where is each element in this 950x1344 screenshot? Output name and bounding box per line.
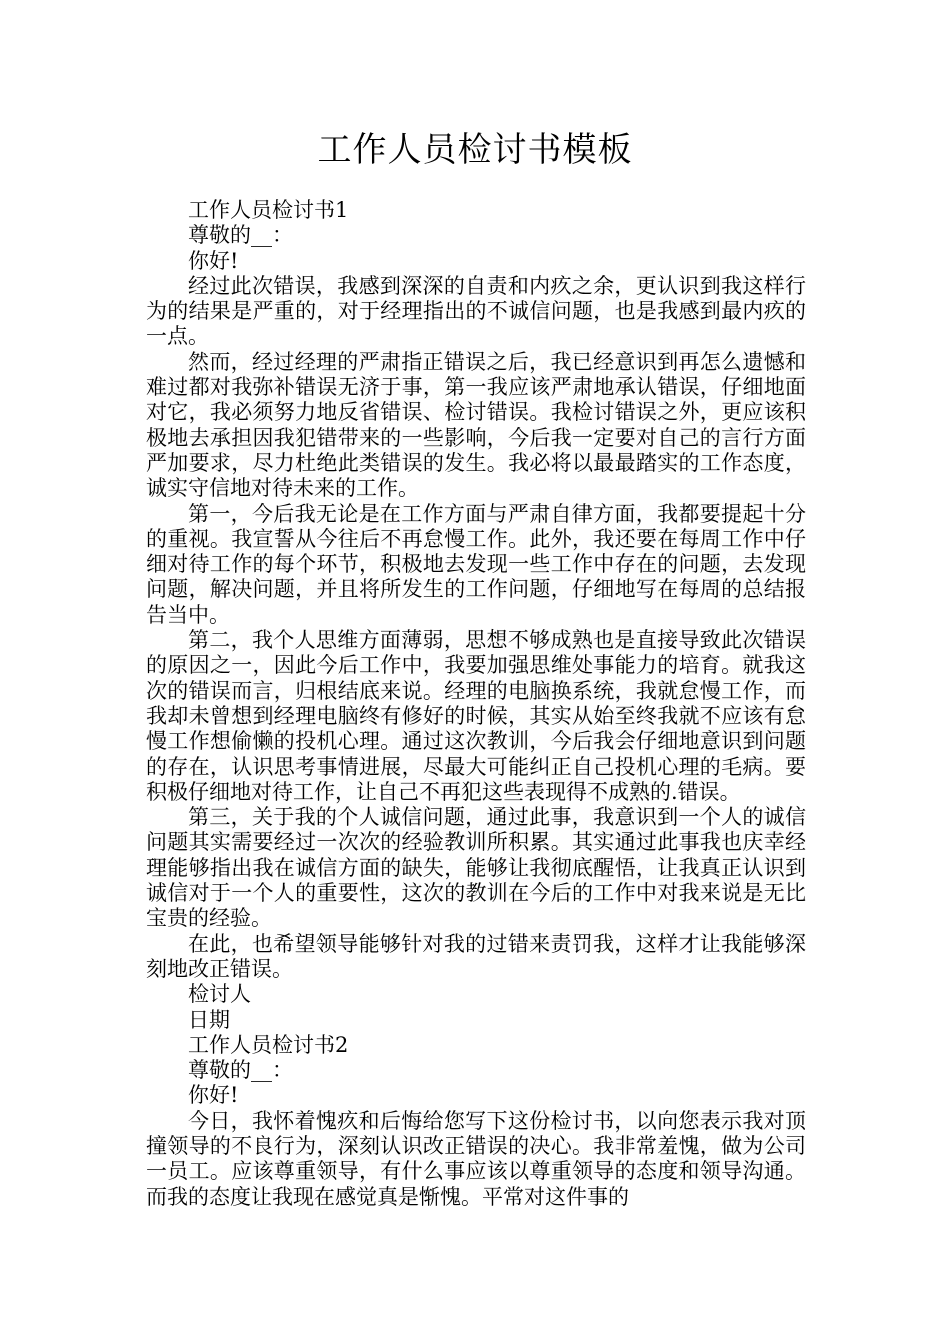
body-paragraph: 经过此次错误，我感到深深的自责和内疚之余，更认识到我这样行为的结果是严重的，对于经理指出的不诚信问题，也是我感到最内疚的一点。 xyxy=(146,273,806,349)
body-paragraph: 第三，关于我的个人诚信问题，通过此事，我意识到一个人的诚信问题其实需要经过一次次的经验教训所积累。其实通过此事我也庆幸经理能够指出我在诚信方面的缺失，能够让我彻底醒悟，让我真正认识到诚信对于一个人的重要性，这次的教训在今后的工作中对我来说是无比宝贵的经验。 xyxy=(146,805,806,931)
body-paragraph: 然而，经过经理的严肃指正错误之后，我已经意识到再怎么遗憾和难过都对我弥补错误无济于事，第一我应该严肃地承认错误，仔细地面对它，我必须努力地反省错误、检讨错误。我检讨错误之外，更应该积极地去承担因我犯错带来的一些影响，今后我一定要对自己的言行方面严加要求，尽力杜绝此类错误的发生。我必将以最最踏实的工作态度，诚实守信地对待未来的工作。 xyxy=(146,349,806,501)
greeting: 你好! xyxy=(188,1083,239,1108)
salutation: 尊敬的__： xyxy=(188,223,293,248)
body-paragraph: 第一，今后我无论是在工作方面与严肃自律方面，我都要提起十分的重视。我宣誓从今往后不再怠慢工作。此外，我还要在每周工作中仔细对待工作的每个环节，积极地去发现一些工作中存在的问题，去发现问题，解决问题，并且将所发生的工作问题，仔细地写在每周的总结报告当中。 xyxy=(146,501,806,627)
body-paragraph: 在此，也希望领导能够针对我的过错来责罚我，这样才让我能够深刻地改正错误。 xyxy=(146,931,806,981)
date-label: 日期 xyxy=(188,1007,230,1032)
section-heading-1: 工作人员检讨书1 xyxy=(188,198,349,222)
salutation: 尊敬的__： xyxy=(188,1058,293,1083)
greeting: 你好! xyxy=(188,248,239,273)
body-paragraph: 今日，我怀着愧疚和后悔给您写下这份检讨书，以向您表示我对顶撞领导的不良行为，深刻认识改正错误的决心。我非常羞愧，做为公司一员工。应该尊重领导，有什么事应该以尊重领导的态度和领导沟通。而我的态度让我现在感觉真是惭愧。平常对这件事的 xyxy=(146,1108,806,1209)
signature-label: 检讨人 xyxy=(188,982,251,1007)
body-paragraph: 第二，我个人思维方面薄弱，思想不够成熟也是直接导致此次错误的原因之一，因此今后工作中，我要加强思维处事能力的培育。就我这次的错误而言，归根结底来说。经理的电脑换系统，我就怠慢工作，而我却未曾想到经理电脑终有修好的时候，其实从始至终我就不应该有怠慢工作想偷懒的投机心理。通过这次教训，今后我会仔细地意识到问题的存在，认识思考事情进展，尽最大可能纠正自己投机心理的毛病。要积极仔细地对待工作，让自己不再犯这些表现得不成熟的.错误。 xyxy=(146,628,806,804)
document-body xyxy=(146,198,806,1210)
document-title: 工作人员检讨书模板 xyxy=(317,130,633,170)
section-heading-2: 工作人员检讨书2 xyxy=(188,1032,349,1057)
